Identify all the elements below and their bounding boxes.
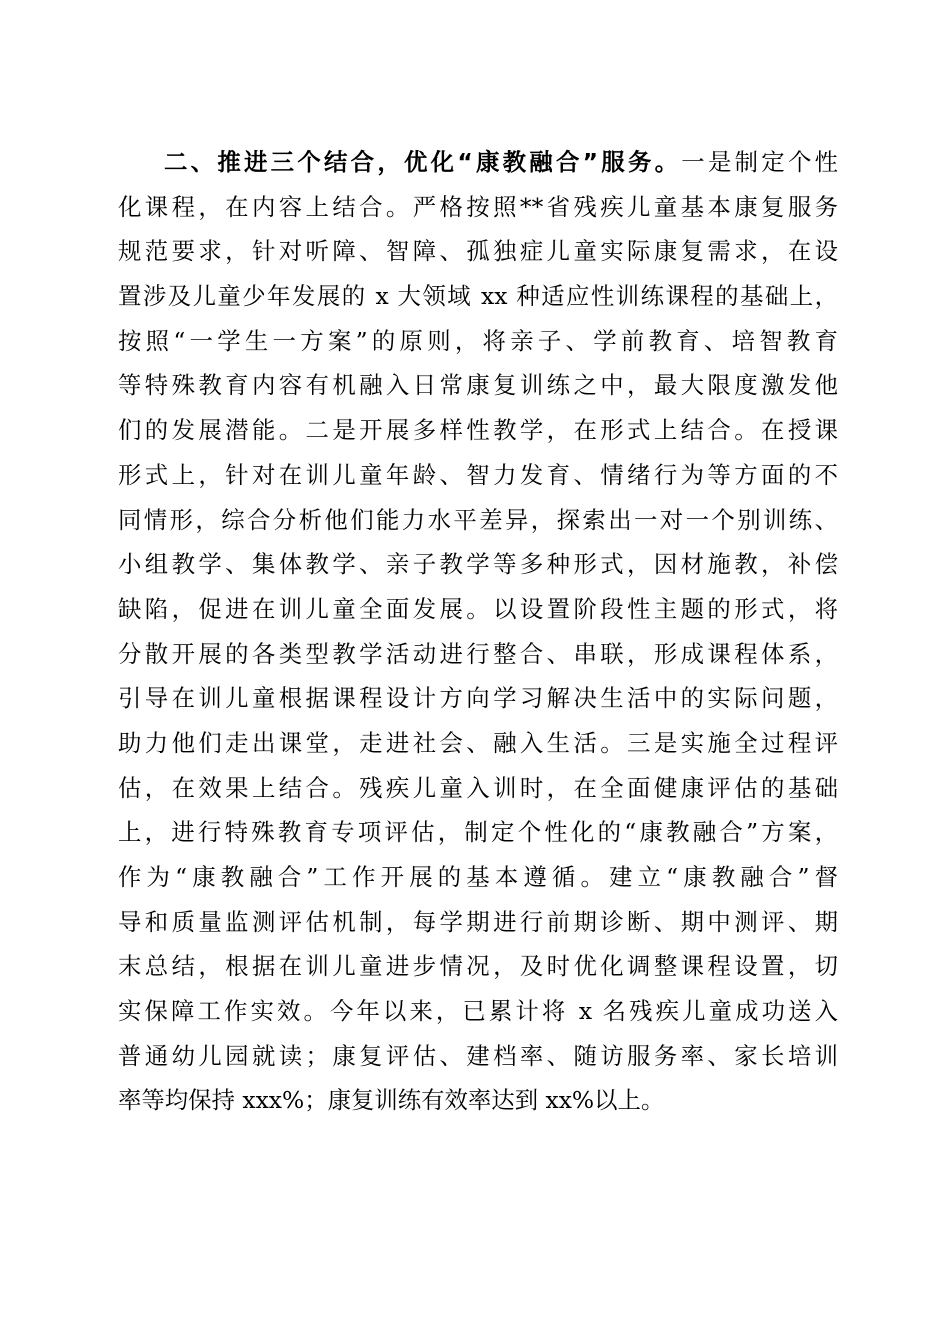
paragraph-line: 实保障工作实效。今年以来，已累计将 x 名残疾儿童成功送入 xyxy=(118,997,838,1026)
paragraph-line: 化课程，在内容上结合。严格按照**省残疾儿童基本康复服务 xyxy=(118,192,838,221)
section-heading: 二、推进三个结合，优化“康教融合”服务。 xyxy=(164,148,682,176)
document-paragraph xyxy=(118,140,838,1123)
paragraph-line: 小组教学、集体教学、亲子教学等多种形式，因材施教，补偿 xyxy=(118,550,838,579)
paragraph-line: 按照“一学生一方案”的原则，将亲子、学前教育、培智教育 xyxy=(118,326,838,355)
paragraph-line: 缺陷，促进在训儿童全面发展。以设置阶段性主题的形式，将 xyxy=(118,594,838,623)
paragraph-line: 末总结，根据在训儿童进步情况，及时优化调整课程设置，切 xyxy=(118,952,838,981)
paragraph-line: 普通幼儿园就读；康复评估、建档率、随访服务率、家长培训 xyxy=(118,1041,838,1070)
paragraph-line: 分散开展的各类型教学活动进行整合、串联，形成课程体系， xyxy=(118,639,838,668)
paragraph-line: 助力他们走出课堂，走进社会、融入生活。三是实施全过程评 xyxy=(118,728,838,757)
paragraph-line: 作为“康教融合”工作开展的基本遵循。建立“康教融合”督 xyxy=(118,863,838,891)
paragraph-line: 置涉及儿童少年发展的 x 大领域 xx 种适应性训练课程的基础上， xyxy=(118,282,838,311)
paragraph-line: 引导在训儿童根据课程设计方向学习解决生活中的实际问题， xyxy=(118,684,838,713)
paragraph-line: 同情形，综合分析他们能力水平差异，探索出一对一个别训练、 xyxy=(118,505,838,534)
paragraph-line: 导和质量监测评估机制，每学期进行前期诊断、期中测评、期 xyxy=(118,907,838,936)
paragraph-line-1-text: 一是制定个性 xyxy=(681,148,838,176)
paragraph-line: 估，在效果上结合。残疾儿童入训时，在全面健康评估的基础 xyxy=(118,773,838,802)
paragraph-line: 们的发展潜能。二是开展多样性教学，在形式上结合。在授课 xyxy=(118,416,838,445)
paragraph-line: 等特殊教育内容有机融入日常康复训练之中，最大限度激发他 xyxy=(118,371,838,400)
paragraph-line: 形式上，针对在训儿童年龄、智力发育、情绪行为等方面的不 xyxy=(118,460,838,489)
paragraph-line: 规范要求，针对听障、智障、孤独症儿童实际康复需求，在设 xyxy=(118,237,838,266)
paragraph-line-last: 率等均保持 xxx%；康复训练有效率达到 xx%以上。 xyxy=(118,1086,665,1115)
paragraph-line-1 xyxy=(118,140,838,185)
paragraph-line: 上，进行特殊教育专项评估，制定个性化的“康教融合”方案， xyxy=(118,818,838,847)
